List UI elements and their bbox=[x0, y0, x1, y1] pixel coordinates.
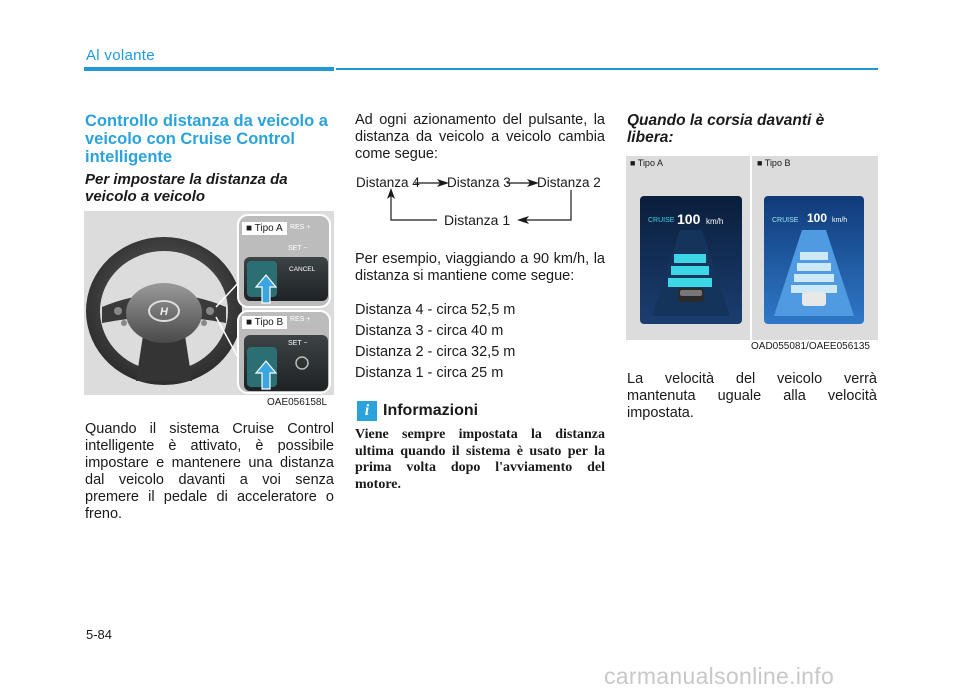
tag-tipo-a: ■ Tipo A bbox=[242, 222, 287, 235]
speed-unit-a: km/h bbox=[706, 217, 724, 226]
steering-wheel-illustration bbox=[84, 211, 334, 395]
res-label-b: RES + bbox=[290, 316, 311, 323]
distance-item-2: Distanza 2 - circa 32,5 m bbox=[355, 344, 516, 360]
cycle-distanza-2: Distanza 2 bbox=[537, 175, 601, 190]
cluster-figure bbox=[626, 156, 878, 340]
cruise-label-b: CRUISE bbox=[772, 217, 799, 224]
set-label-b: SET − bbox=[288, 340, 308, 347]
speed-value-a: 100 bbox=[677, 211, 701, 227]
tag-tipo-b: ■ Tipo B bbox=[242, 316, 287, 329]
svg-text:H: H bbox=[160, 306, 168, 318]
cycle-distanza-4: Distanza 4 bbox=[356, 175, 420, 190]
middle-intro: Ad ogni azionamento del pulsante, la distanza da veicolo a veicolo cambia come segue: bbox=[355, 112, 605, 162]
cancel-label: CANCEL bbox=[289, 266, 316, 273]
steering-wheel-figure bbox=[84, 211, 334, 395]
tag-cluster-a: ■ Tipo A bbox=[630, 158, 663, 168]
distance-item-1: Distanza 1 - circa 25 m bbox=[355, 365, 504, 381]
sub-heading: Per impostare la distanza da veicolo a veicolo bbox=[85, 171, 288, 205]
distance-item-4: Distanza 4 - circa 52,5 m bbox=[355, 302, 516, 318]
header-rule-thin bbox=[336, 68, 878, 70]
figure-code-left: OAE056158L bbox=[267, 397, 328, 408]
set-label-a: SET − bbox=[288, 245, 308, 252]
right-paragraph: La velocità del veicolo verrà mantenuta uguale alla velocità impostata. bbox=[627, 371, 877, 421]
cluster-displays bbox=[626, 156, 878, 340]
header-rule-thick bbox=[84, 67, 334, 71]
info-text: Viene sempre impostata la distanza ultima quando il sistema è usato per la prima volta dopo l'avviamento del motore. bbox=[355, 427, 605, 492]
right-heading: Quando la corsia davanti è libera: bbox=[627, 112, 825, 146]
page-number: 5-84 bbox=[86, 627, 113, 642]
distance-item-3: Distanza 3 - circa 40 m bbox=[355, 323, 504, 339]
left-paragraph: Quando il sistema Cruise Control intelligente è attivato, è possibile impostare e mantenere una distanza dal veicolo davanti a voi senza premere il pedale di acceleratore o freno. bbox=[85, 421, 334, 522]
watermark: carmanualsonline.info bbox=[604, 663, 835, 689]
section-title: Al volante bbox=[86, 47, 155, 64]
cycle-distanza-1: Distanza 1 bbox=[444, 212, 511, 228]
info-title: Informazioni bbox=[383, 402, 479, 419]
cycle-distanza-3: Distanza 3 bbox=[447, 175, 511, 190]
speed-value-b: 100 bbox=[807, 211, 828, 225]
distance-cycle-diagram bbox=[353, 168, 608, 230]
tag-cluster-b: ■ Tipo B bbox=[757, 158, 791, 168]
figure-code-right: OAD055081/OAEE056135 bbox=[751, 341, 870, 352]
res-label-a: RES + bbox=[290, 224, 311, 231]
info-icon: i bbox=[357, 401, 377, 421]
middle-example: Per esempio, viaggiando a 90 km/h, la distanza si mantiene come segue: bbox=[355, 251, 605, 284]
speed-unit-b: km/h bbox=[832, 217, 848, 224]
main-heading: Controllo distanza da veicolo a veicolo con Cruise Control intelligente bbox=[85, 112, 328, 166]
cruise-label-a: CRUISE bbox=[648, 217, 675, 224]
